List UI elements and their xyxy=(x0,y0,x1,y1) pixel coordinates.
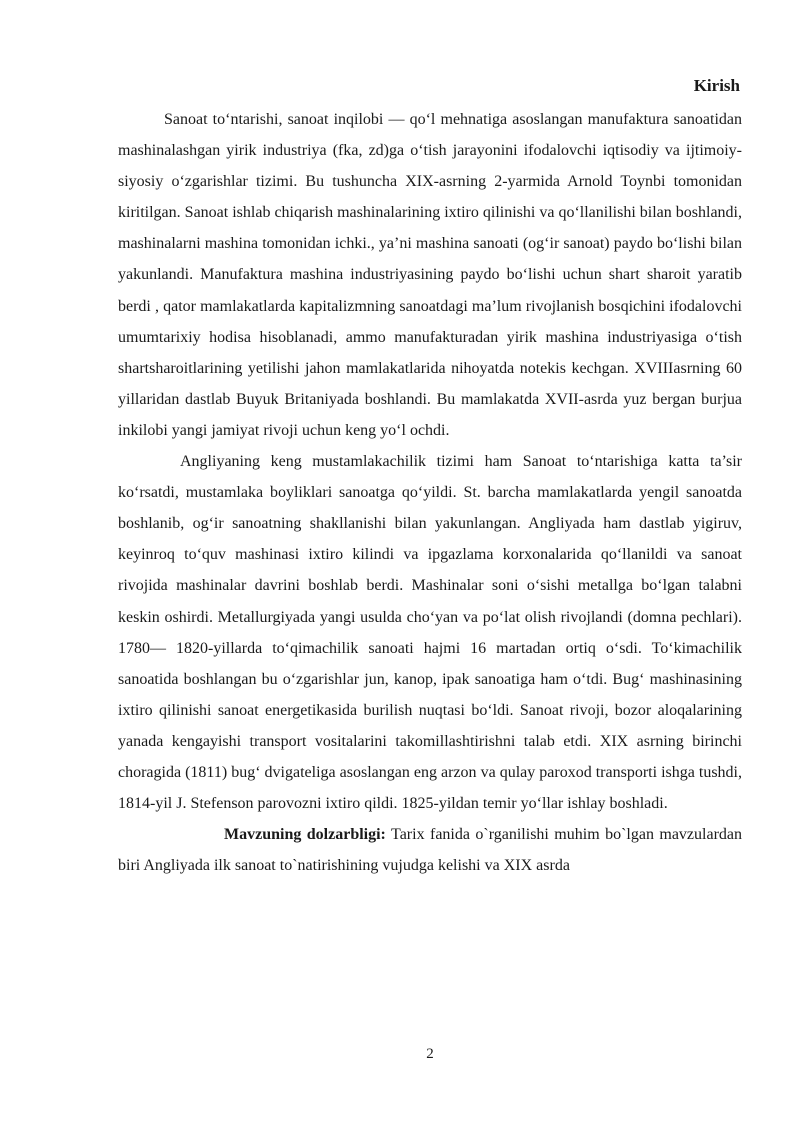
body-text xyxy=(118,104,742,881)
relevance-text: Tarix fanida o`rganilishi muhim bo`lgan mavzulardan biri Angliyada ilk sanoat to`natirishining vujudga kelishi va XIX asrda xyxy=(118,826,742,875)
relevance-label: Mavzuning dolzarbligi: xyxy=(224,826,386,844)
page-number: 2 xyxy=(426,1046,434,1062)
paragraph-colonial-system: Angliyaning keng mustamlakachilik tizimi ham Sanoat to‘ntarishiga katta ta’sir ko‘rsatdi, mustamlaka boyliklari sanoatga qo‘yildi. St. barcha mamlakatlarda yengil sanoatda boshlanib, og‘ir sanoatning shakllanishi bilan yakunlangan. Angliyada ham dastlab yigiruv, keyinroq to‘quv mashinasi ixtiro kilindi va ipgazlama korxonalarida qo‘llanildi va sanoat rivojida mashinalar davrini boshlab berdi. Mashinalar soni o‘sishi metallga bo‘lgan talabni keskin oshirdi. Metallurgiyada yangi usulda cho‘yan va po‘lat olish rivojlandi (domna pechlari). 1780— 1820-yillarda to‘qimachilik sanoati hajmi 16 martadan ortiq o‘sdi. To‘kimachilik sanoatida boshlangan bu o‘zgarishlar jun, kanop, ipak sanoatiga ham o‘tdi. Bug‘ mashinasining ixtiro qilinishi sanoat energetikasida burilish nuqtasi bo‘ldi. Sanoat rivoji, bozor aloqalarining yanada kengayishi transport vositalarini takomillashtirishni talab etdi. XIX asrning birinchi choragida (1811) bug‘ dvigateliga asoslangan eng arzon va qulay paroxod transporti ishga tushdi, 1814-yil J. Stefenson parovozni ixtiro qildi. 1825-yildan temir yo‘llar ishlay boshladi. xyxy=(118,453,742,813)
paragraph-relevance xyxy=(118,819,742,881)
section-heading: Kirish xyxy=(693,76,740,95)
paragraph-introduction: Sanoat to‘ntarishi, sanoat inqilobi — qo‘l mehnatiga asoslangan manufaktura sanoatidan mashinalashgan yirik industriya (fka, zd)ga o‘tish jarayonini ifodalovchi iqtisodiy va ijtimoiy-siyosiy o‘zgarishlar tizimi. Bu tushuncha XIX-asrning 2-yarmida Arnold Toynbi tomonidan kiritilgan. Sanoat ishlab chiqarish mashinalarining ixtiro qilinishi va qo‘llanilishi bilan boshlandi, mashinalarni mashina tomonidan ichki., ya’ni mashina sanoati (og‘ir sanoat) paydo bo‘lishi bilan yakunlandi. Manufaktura mashina industriyasining paydo bo‘lishi uchun shart sharoit yaratib berdi , qator mamlakatlarda kapitalizmning sanoatdagi ma’lum rivojlanish bosqichini ifodalovchi umumtarixiy hodisa hisoblanadi, ammo manufakturadan yirik mashina industriyasiga o‘tish shartsharoitlarining yetilishi jahon mamlakatlarida nihoyatda notekis kechgan. XVIIIasrning 60 yillaridan dastlab Buyuk Britaniyada boshlandi. Bu mamlakatda XVII-asrda yuz bergan burjua inkilobi yangi jamiyat rivoji uchun keng yo‘l ochdi. xyxy=(118,111,742,439)
